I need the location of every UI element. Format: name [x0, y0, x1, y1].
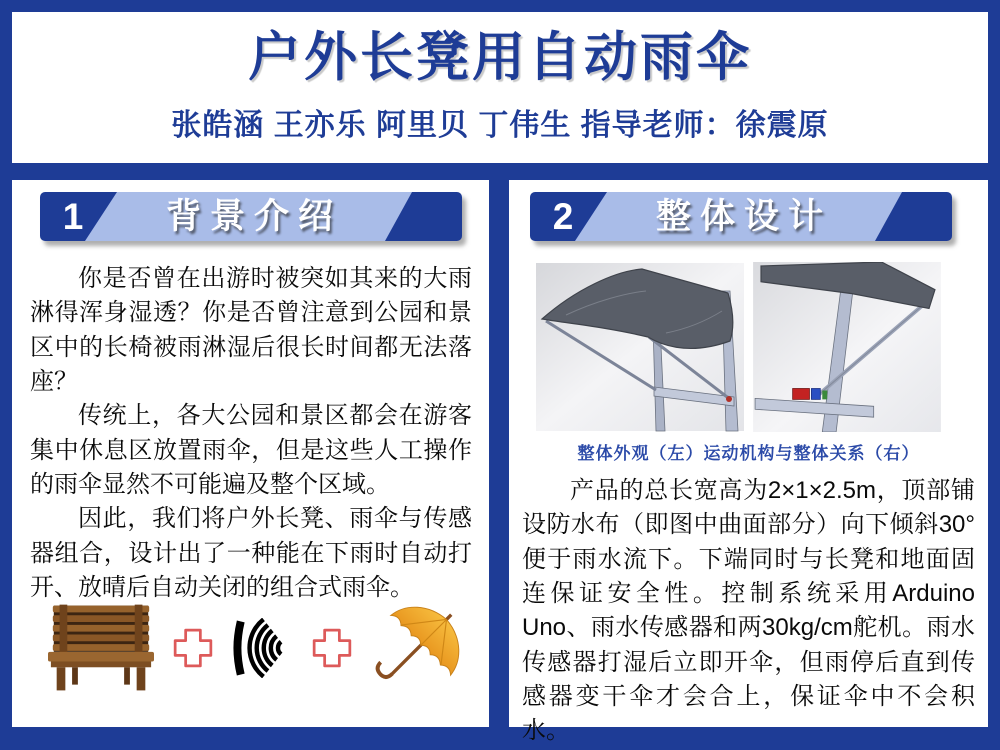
- paragraph: 你是否曾在出游时被突如其来的大雨淋得浑身湿透？你是否曾注意到公园和景区中的长椅被雨淋湿后很长时间都无法落座？: [30, 265, 472, 395]
- paragraph: 产品的总长宽高为2×1×2.5m，顶部铺设防水布（即图中曲面部分）向下倾斜30° 便于雨水流下。下端同时与长凳和地面固连保证安全性。控制系统采用Arduino Uno、雨水传感器和两30kg/cm舵机。雨水传感器打湿后立即开伞，但雨停后直到传感器变干伞才会合上，保证伞中不会积水。: [522, 477, 975, 745]
- umbrella-icon: [370, 600, 466, 696]
- section-2-header: [530, 192, 952, 241]
- bench-icon: [48, 602, 154, 694]
- cad-render-mechanism: [752, 262, 942, 432]
- poster-authors: 张皓涵 王亦乐 阿里贝 丁伟生 指导老师：徐震原: [171, 109, 829, 142]
- section-2-heading: 整体设计: [655, 197, 832, 236]
- plus-icon: [172, 627, 214, 669]
- section-background-panel: [12, 180, 489, 727]
- section-1-header: [40, 192, 462, 241]
- section-design-panel: [509, 180, 988, 745]
- concept-equation: [48, 592, 466, 704]
- cad-render-overall: [536, 262, 744, 432]
- title-banner: [12, 12, 988, 163]
- cad-render-figures: [536, 262, 942, 432]
- section-1-number: 1: [62, 196, 84, 237]
- plus-icon: [311, 627, 353, 669]
- section-2-body: [522, 474, 975, 749]
- figure-caption: 整体外观（左）运动机构与整体关系（右）: [577, 444, 920, 463]
- section-1-body: [30, 262, 472, 605]
- paragraph: 因此，我们将户外长凳、雨伞与传感器组合，设计出了一种能在下雨时自动打开、放晴后自动关闭的组合式雨伞。: [30, 505, 472, 601]
- section-1-heading: 背景介绍: [165, 197, 342, 236]
- paragraph: 传统上，各大公园和景区都会在游客集中休息区放置雨伞，但是这些人工操作的雨伞显然不可能遍及整个区域。: [30, 402, 472, 498]
- rain-sensor-icon: [231, 618, 293, 678]
- section-2-number: 2: [552, 196, 574, 237]
- poster-title: 户外长凳用自动雨伞: [248, 28, 752, 87]
